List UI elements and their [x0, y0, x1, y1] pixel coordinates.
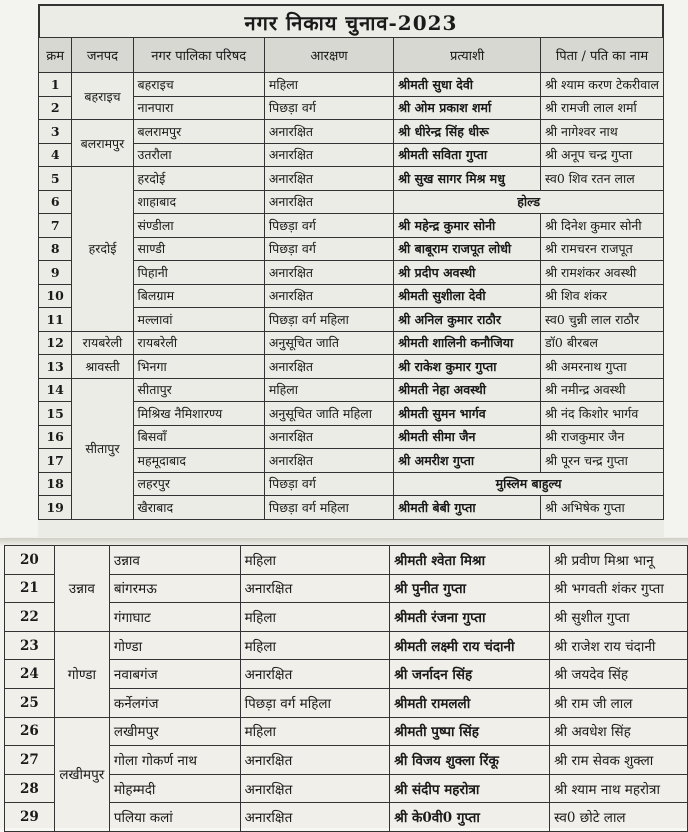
parent-cell: श्री रामजी लाल शर्मा — [541, 96, 664, 120]
header-candidate: प्रत्याशी — [394, 38, 541, 73]
serial-cell: 17 — [39, 449, 72, 473]
parent-cell: श्री राजेश राय चंदानी — [550, 631, 688, 660]
serial-cell: 27 — [5, 746, 55, 775]
reservation-cell: अनारक्षित — [240, 574, 390, 603]
parent-cell: स्व0 छोटे लाल — [550, 803, 688, 832]
council-cell: मल्लावां — [133, 308, 264, 332]
reservation-cell: अनारक्षित — [264, 355, 393, 379]
reservation-cell: महिला — [240, 546, 390, 575]
parent-cell: श्री अभिषेक गुप्ता — [541, 496, 664, 520]
candidate-cell: श्री महेन्द्र कुमार सोनी — [394, 214, 541, 238]
parent-cell: स्व0 चुन्नी लाल राठौर — [541, 308, 664, 332]
table-row — [39, 214, 664, 238]
council-cell: संण्डीला — [133, 214, 264, 238]
district-cell: उन्नाव — [54, 546, 109, 632]
table-row — [5, 717, 688, 746]
hold-cell: होल्ड — [394, 190, 664, 214]
council-cell: गोला गोकर्ण नाथ — [109, 746, 240, 775]
serial-cell: 28 — [5, 774, 55, 803]
candidate-cell: श्री प्रदीप अवस्थी — [394, 261, 541, 285]
candidate-cell: श्री अमरीश गुप्ता — [394, 449, 541, 473]
serial-cell: 16 — [39, 425, 72, 449]
council-cell: भिनगा — [133, 355, 264, 379]
serial-cell: 11 — [39, 308, 72, 332]
header-council: नगर पालिका परिषद — [133, 38, 264, 73]
parent-cell: श्री अमरनाथ गुप्ता — [541, 355, 664, 379]
serial-cell: 20 — [5, 546, 55, 575]
document-title: नगर निकाय चुनाव-2023 — [38, 4, 664, 38]
district-cell: बलरामपुर — [72, 120, 133, 167]
header-district: जनपद — [72, 38, 133, 73]
parent-cell: श्री रामशंकर अवस्थी — [541, 261, 664, 285]
parent-cell: श्री रामचरन राजपूत — [541, 237, 664, 261]
candidate-cell: श्री जर्नादन सिंह — [390, 660, 550, 689]
council-cell: मिश्रिख नैमिशारण्य — [133, 402, 264, 426]
candidate-cell: श्री बाबूराम राजपूत लोधी — [394, 237, 541, 261]
serial-cell: 24 — [5, 660, 55, 689]
serial-cell: 5 — [39, 167, 72, 191]
parent-cell: श्री नागेश्वर नाथ — [541, 120, 664, 144]
serial-cell: 14 — [39, 378, 72, 402]
reservation-cell: पिछड़ा वर्ग — [264, 237, 393, 261]
candidate-cell: श्री ओम प्रकाश शर्मा — [394, 96, 541, 120]
table-row — [39, 308, 664, 332]
candidate-cell: श्री संदीप महरोत्रा — [390, 774, 550, 803]
serial-cell: 12 — [39, 331, 72, 355]
table-row — [39, 190, 664, 214]
council-cell: बिलग्राम — [133, 284, 264, 308]
reservation-cell: पिछड़ा वर्ग महिला — [264, 308, 393, 332]
district-cell: हरदोई — [72, 167, 133, 332]
council-cell: महमूदाबाद — [133, 449, 264, 473]
reservation-cell: अनारक्षित — [240, 803, 390, 832]
parent-cell: श्री नमीन्द्र अवस्थी — [541, 378, 664, 402]
reservation-cell: महिला — [264, 378, 393, 402]
parent-cell: श्री जयदेव सिंह — [550, 660, 688, 689]
parent-cell: डॉ0 बीरबल — [541, 331, 664, 355]
parent-cell: श्री शिव शंकर — [541, 284, 664, 308]
candidate-cell: श्रीमती सीमा जैन — [394, 425, 541, 449]
parent-cell: श्री सुशील गुप्ता — [550, 603, 688, 632]
parent-cell: श्री पूरन चन्द्र गुप्ता — [541, 449, 664, 473]
candidate-cell: श्रीमती लक्ष्मी राय चंदानी — [390, 631, 550, 660]
district-cell: लखीमपुर — [54, 717, 109, 831]
serial-cell: 13 — [39, 355, 72, 379]
council-cell: उन्नाव — [109, 546, 240, 575]
serial-cell: 23 — [5, 631, 55, 660]
table-header-row — [39, 38, 664, 73]
parent-cell: श्री दिनेश कुमार सोनी — [541, 214, 664, 238]
table-row — [39, 425, 664, 449]
district-cell: श्रावस्ती — [72, 355, 133, 379]
reservation-cell: अनारक्षित — [240, 774, 390, 803]
table-row — [39, 284, 664, 308]
candidate-cell: श्रीमती सुमन भार्गव — [394, 402, 541, 426]
candidate-cell: श्रीमती रंजना गुप्ता — [390, 603, 550, 632]
table-row — [39, 472, 664, 496]
reservation-cell: अनुसूचित जाति — [264, 331, 393, 355]
council-cell: मोहम्मदी — [109, 774, 240, 803]
serial-cell: 8 — [39, 237, 72, 261]
muslim-majority-cell: मुस्लिम बाहुल्य — [394, 472, 664, 496]
candidate-cell: श्री सुख सागर मिश्र मधु — [394, 167, 541, 191]
reservation-cell: महिला — [264, 73, 393, 97]
reservation-cell: पिछड़ा वर्ग — [264, 96, 393, 120]
candidate-cell: श्रीमती शालिनी कनौजिया — [394, 331, 541, 355]
reservation-cell: अनारक्षित — [264, 425, 393, 449]
reservation-cell: महिला — [240, 631, 390, 660]
reservation-cell: पिछड़ा वर्ग महिला — [240, 688, 390, 717]
council-cell: लखीमपुर — [109, 717, 240, 746]
table-row — [39, 496, 664, 520]
council-cell: हरदोई — [133, 167, 264, 191]
reservation-cell: अनारक्षित — [240, 660, 390, 689]
reservation-cell: पिछड़ा वर्ग महिला — [264, 496, 393, 520]
reservation-cell: अनारक्षित — [264, 167, 393, 191]
district-cell: सीतापुर — [72, 378, 133, 519]
reservation-cell: अनारक्षित — [240, 746, 390, 775]
serial-cell: 10 — [39, 284, 72, 308]
candidate-table-part-1 — [38, 37, 664, 520]
header-parent: पिता / पति का नाम — [541, 38, 664, 73]
council-cell: शाहाबाद — [133, 190, 264, 214]
district-cell: गोण्डा — [54, 631, 109, 717]
table-row — [39, 378, 664, 402]
reservation-cell: महिला — [240, 603, 390, 632]
table-row — [39, 237, 664, 261]
candidate-cell: श्रीमती सुधा देवी — [394, 73, 541, 97]
parent-cell: श्री अनूप चन्द्र गुप्ता — [541, 143, 664, 167]
reservation-cell: अनारक्षित — [264, 120, 393, 144]
council-cell: रायबरेली — [133, 331, 264, 355]
candidate-cell: श्रीमती पुष्पा सिंह — [390, 717, 550, 746]
candidate-cell: श्री अनिल कुमार राठौर — [394, 308, 541, 332]
header-serial: क्रम — [39, 38, 72, 73]
reservation-cell: महिला — [240, 717, 390, 746]
candidate-cell: श्रीमती बेबी गुप्ता — [394, 496, 541, 520]
table-row — [39, 449, 664, 473]
serial-cell: 18 — [39, 472, 72, 496]
serial-cell: 1 — [39, 73, 72, 97]
reservation-cell: पिछड़ा वर्ग — [264, 214, 393, 238]
table-row — [39, 143, 664, 167]
serial-cell: 21 — [5, 574, 55, 603]
parent-cell: श्री भगवती शंकर गुप्ता — [550, 574, 688, 603]
candidate-cell: श्री के0वी0 गुप्ता — [390, 803, 550, 832]
council-cell: उतरौला — [133, 143, 264, 167]
reservation-cell: अनारक्षित — [264, 449, 393, 473]
council-cell: गंगाघाट — [109, 603, 240, 632]
council-cell: बलरामपुर — [133, 120, 264, 144]
parent-cell: श्री अवधेश सिंह — [550, 717, 688, 746]
parent-cell: श्री राम सेवक शुक्ला — [550, 746, 688, 775]
reservation-cell: अनुसूचित जाति महिला — [264, 402, 393, 426]
reservation-cell: अनारक्षित — [264, 261, 393, 285]
parent-cell: श्री श्याम करण टेकरीवाल — [541, 73, 664, 97]
council-cell: नानपारा — [133, 96, 264, 120]
candidate-cell: श्री राकेश कुमार गुप्ता — [394, 355, 541, 379]
candidate-table-part-2 — [4, 545, 688, 832]
parent-cell: श्री राम जी लाल — [550, 688, 688, 717]
candidate-cell: श्रीमती श्वेता मिश्रा — [390, 546, 550, 575]
reservation-cell: अनारक्षित — [264, 190, 393, 214]
parent-cell: श्री प्रवीण मिश्रा भानू — [550, 546, 688, 575]
candidate-cell: श्रीमती रामलली — [390, 688, 550, 717]
table-row — [5, 546, 688, 575]
council-cell: पलिया कलां — [109, 803, 240, 832]
candidate-cell: श्री पुनीत गुप्ता — [390, 574, 550, 603]
parent-cell: श्री राजकुमार जैन — [541, 425, 664, 449]
candidate-cell: श्रीमती सुशीला देवी — [394, 284, 541, 308]
candidate-cell: श्री धीरेन्द्र सिंह धीरू — [394, 120, 541, 144]
table-row — [39, 96, 664, 120]
serial-cell: 3 — [39, 120, 72, 144]
table-row — [39, 331, 664, 355]
district-cell: बहराइच — [72, 73, 133, 120]
council-cell: लहरपुर — [133, 472, 264, 496]
parent-cell: स्व0 शिव रतन लाल — [541, 167, 664, 191]
header-reservation: आरक्षण — [264, 38, 393, 73]
candidate-cell: श्री विजय शुक्ला रिंकू — [390, 746, 550, 775]
table-row — [39, 261, 664, 285]
candidate-cell: श्रीमती नेहा अवस्थी — [394, 378, 541, 402]
district-cell: रायबरेली — [72, 331, 133, 355]
reservation-cell: अनारक्षित — [264, 284, 393, 308]
council-cell: सीतापुर — [133, 378, 264, 402]
council-cell: पिहानी — [133, 261, 264, 285]
reservation-cell: अनारक्षित — [264, 143, 393, 167]
table-row — [39, 167, 664, 191]
council-cell: बिसवाँ — [133, 425, 264, 449]
table-row — [39, 355, 664, 379]
council-cell: खैराबाद — [133, 496, 264, 520]
council-cell: साण्डी — [133, 237, 264, 261]
table-row — [39, 120, 664, 144]
table-row — [5, 631, 688, 660]
table-row — [39, 73, 664, 97]
serial-cell: 29 — [5, 803, 55, 832]
parent-cell: श्री नंद किशोर भार्गव — [541, 402, 664, 426]
council-cell: बहराइच — [133, 73, 264, 97]
council-cell: नवाबगंज — [109, 660, 240, 689]
serial-cell: 25 — [5, 688, 55, 717]
serial-cell: 15 — [39, 402, 72, 426]
serial-cell: 6 — [39, 190, 72, 214]
serial-cell: 9 — [39, 261, 72, 285]
parent-cell: श्री श्याम नाथ महरोत्रा — [550, 774, 688, 803]
council-cell: बांगरमऊ — [109, 574, 240, 603]
council-cell: कर्नेलगंज — [109, 688, 240, 717]
serial-cell: 2 — [39, 96, 72, 120]
serial-cell: 7 — [39, 214, 72, 238]
serial-cell: 26 — [5, 717, 55, 746]
serial-cell: 19 — [39, 496, 72, 520]
reservation-cell: पिछड़ा वर्ग — [264, 472, 393, 496]
table-row — [39, 402, 664, 426]
council-cell: गोण्डा — [109, 631, 240, 660]
serial-cell: 4 — [39, 143, 72, 167]
serial-cell: 22 — [5, 603, 55, 632]
candidate-cell: श्रीमती सविता गुप्ता — [394, 143, 541, 167]
